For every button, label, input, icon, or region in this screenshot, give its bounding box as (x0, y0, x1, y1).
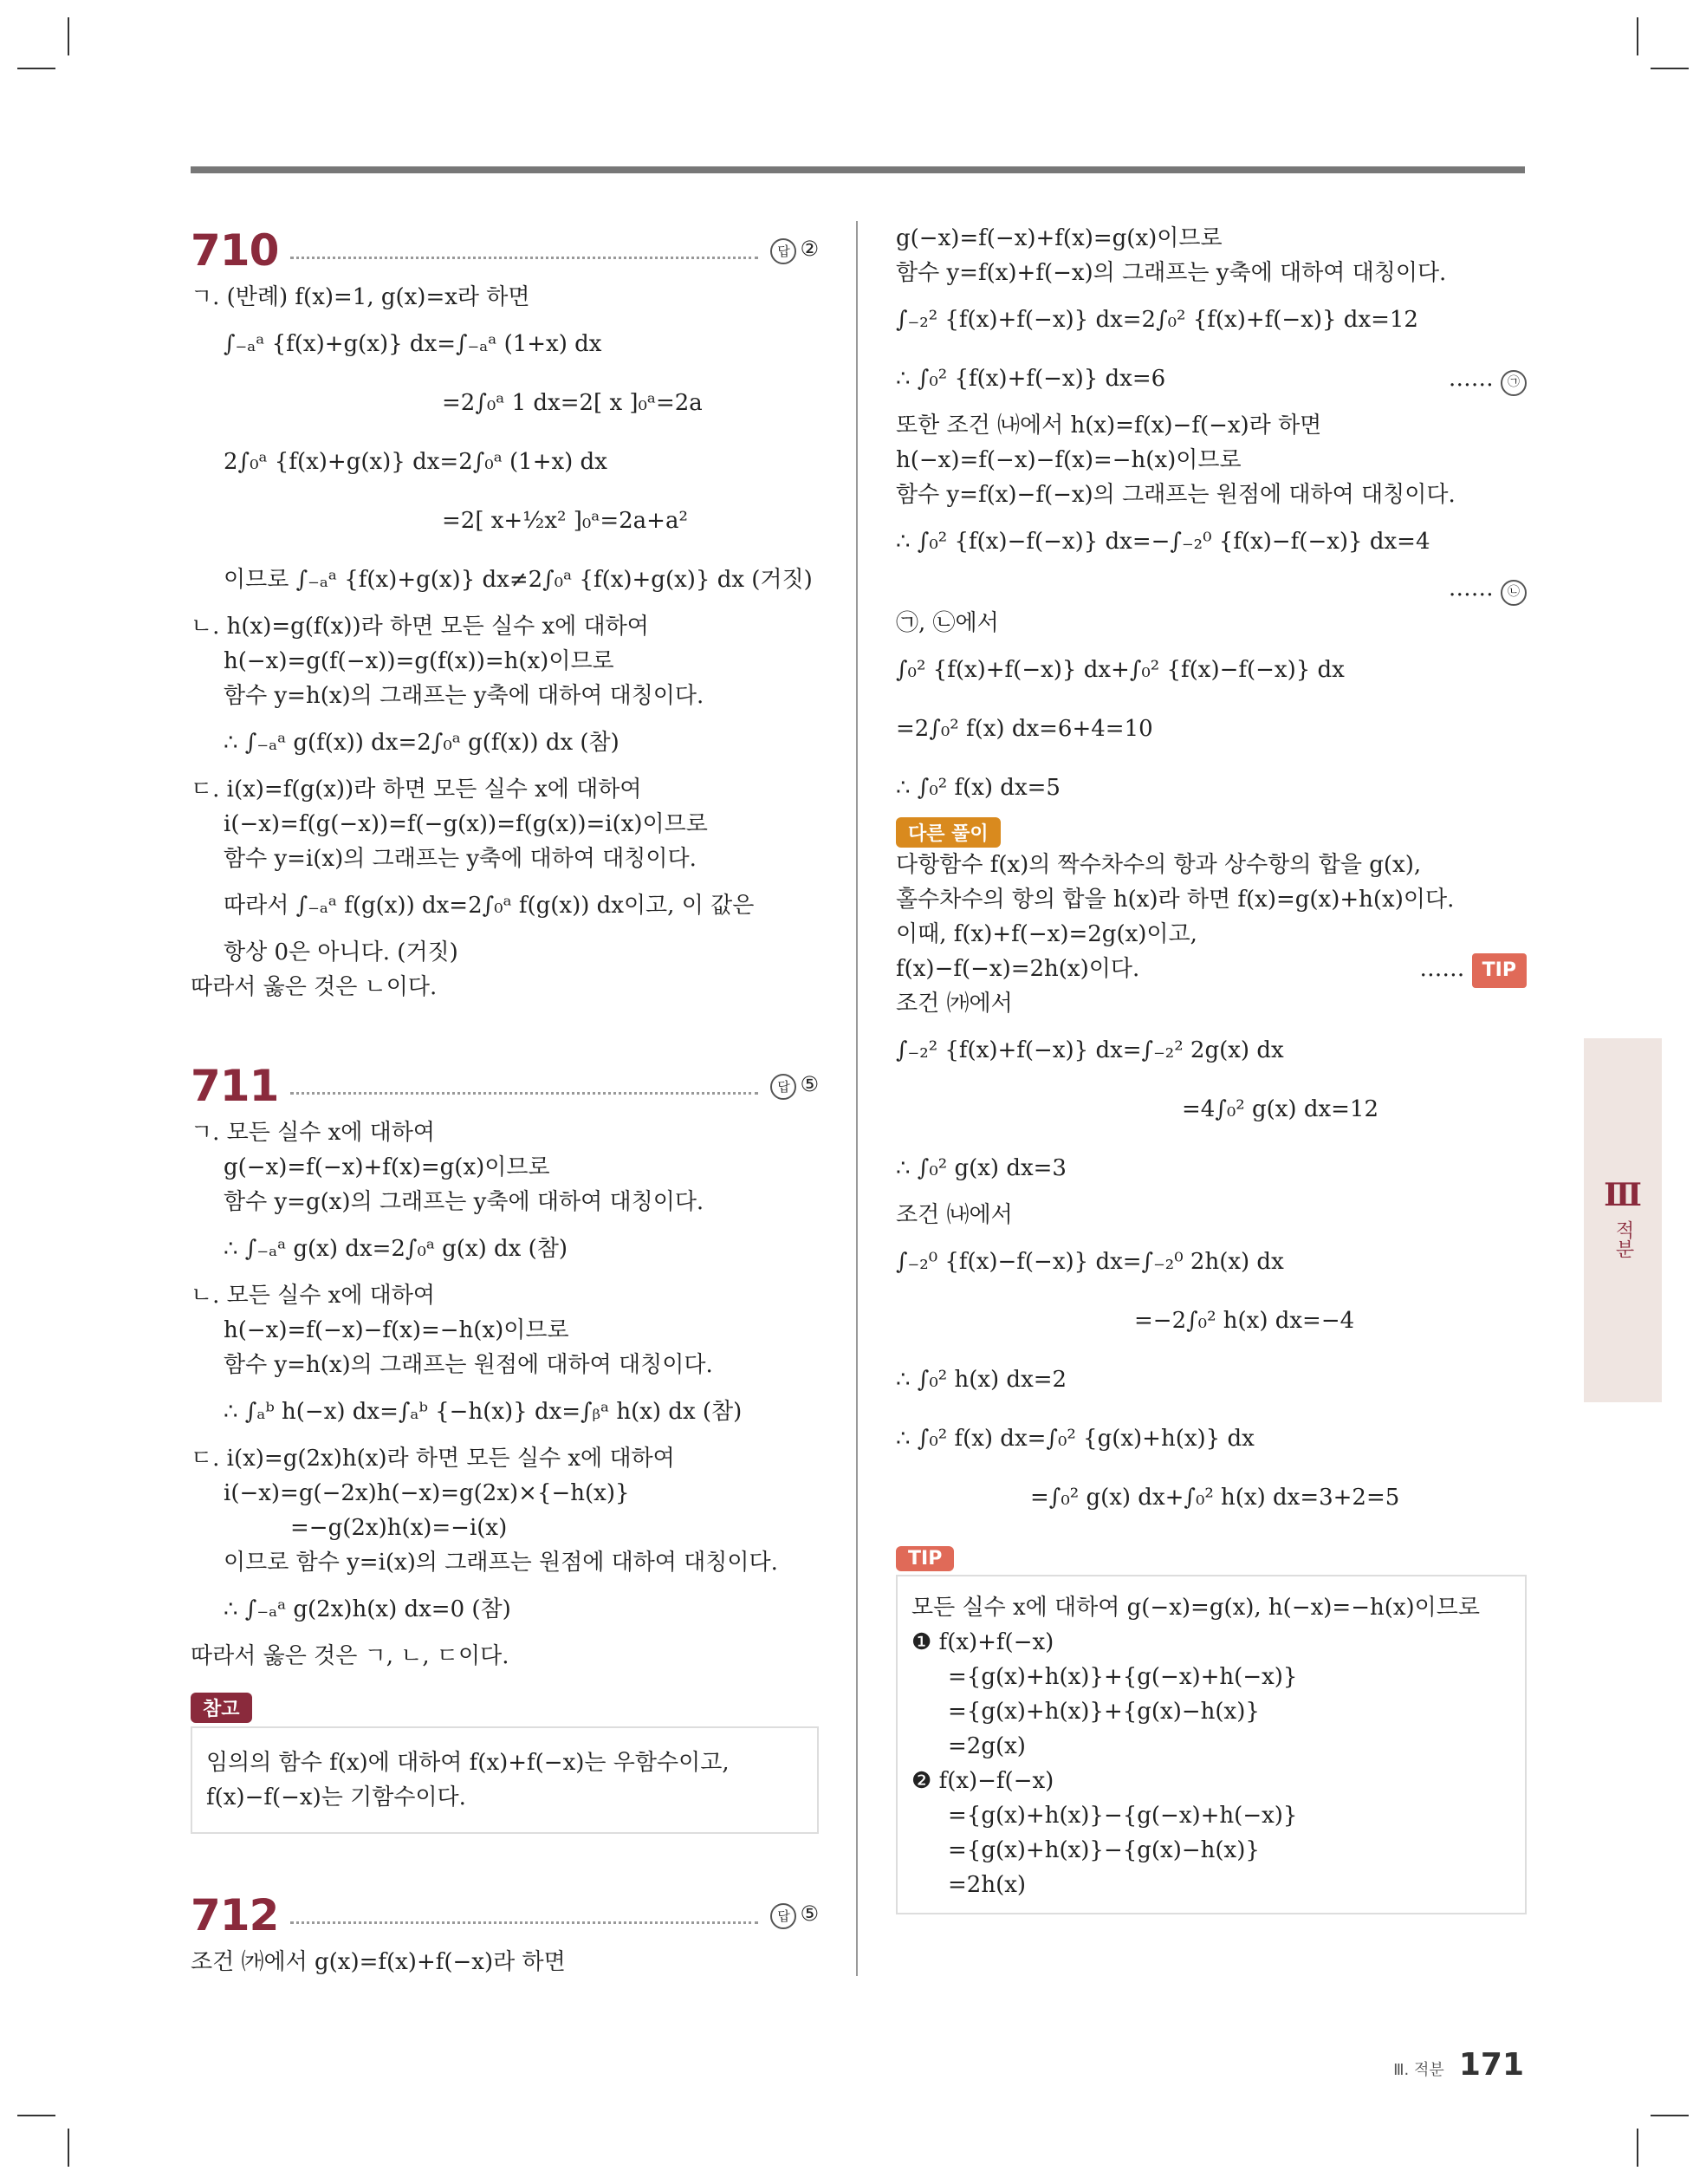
equation-line: ∴ ∫₀² f(x) dx=∫₀² {g(x)+h(x)} dx (896, 1426, 1255, 1452)
answer-icon: 답 (770, 238, 796, 264)
equation-line: ∴ ∫₀² {f(x)−f(−x)} dx=−∫₋₂⁰ {f(x)−f(−x)} dx=4 (896, 529, 1430, 555)
marker-icon: ㉠ (1501, 370, 1527, 396)
footer-chapter: Ⅲ. 적분 (1393, 2061, 1444, 2079)
equation-text: ∴ ∫₀² {f(x)+f(−x)} dx=6 (896, 366, 1166, 392)
solution-line: 함수 y=h(x)의 그래프는 y축에 대하여 대칭이다. (224, 683, 704, 709)
answer-value: ⑤ (800, 1072, 819, 1096)
solution-line: 함수 y=f(x)−f(−x)의 그래프는 원점에 대하여 대칭이다. (896, 482, 1456, 508)
solution-line: 이므로 함수 y=i(x)의 그래프는 원점에 대하여 대칭이다. (224, 1550, 778, 1576)
header-rule (191, 166, 1525, 173)
tip-line: =2g(x) (948, 1733, 1026, 1759)
chapter-side-tab (1584, 1038, 1662, 1402)
solution-line: ㉠, ㉡에서 (896, 610, 999, 636)
alt-text: f(x)−f(−x)=2h(x)이다. (896, 956, 1140, 982)
problem-712-header (191, 1886, 819, 1945)
leader-dots (290, 1092, 758, 1095)
tip-box (896, 1575, 1527, 1914)
answer-icon: 답 (770, 1903, 796, 1929)
equation-line: ∴ ∫₀² f(x) dx=5 (896, 775, 1061, 801)
page-number: 171 (1458, 2047, 1524, 2083)
equation-line: =4∫₀² g(x) dx=12 (1182, 1096, 1379, 1122)
solution-line: 함수 y=f(x)+f(−x)의 그래프는 y축에 대하여 대칭이다. (896, 260, 1447, 286)
alt-line: 홀수차수의 항의 합을 h(x)라 하면 f(x)=g(x)+h(x)이다. (896, 887, 1455, 913)
crop-mark (1637, 2129, 1638, 2167)
equation-line: =−2∫₀² h(x) dx=−4 (1134, 1308, 1355, 1334)
marker-dots: …… (1448, 366, 1494, 392)
solution-line: ㄴ. 모든 실수 x에 대하여 (191, 1283, 436, 1309)
solution-line: h(−x)=g(f(−x))=g(f(x))=h(x)이므로 (224, 648, 614, 674)
crop-mark (68, 17, 69, 55)
conclusion-line: 따라서 옳은 것은 ㄱ, ㄴ, ㄷ이다. (191, 1643, 509, 1669)
alt-line (896, 952, 1527, 986)
solution-line: g(−x)=f(−x)+f(x)=g(x)이므로 (896, 225, 1223, 251)
solution-line: 함수 y=h(x)의 그래프는 원점에 대하여 대칭이다. (224, 1352, 713, 1378)
answer-value: ② (800, 237, 819, 261)
equation-line: 따라서 ∫₋ₐᵃ f(g(x)) dx=2∫₀ᵃ f(g(x)) dx이고, 이 값은 (224, 893, 755, 919)
problem-711-header (191, 1056, 819, 1115)
equation-line: ∴ ∫ₐᵇ h(−x) dx=∫ₐᵇ {−h(x)} dx=∫ᵦᵃ h(x) dx (참) (224, 1399, 743, 1425)
chapter-keyword-text: 적분 (1612, 1220, 1634, 1258)
tip-line: ={g(x)+h(x)}+{g(x)−h(x)} (948, 1699, 1260, 1725)
tip-line: ❷ f(x)−f(−x) (911, 1768, 1054, 1794)
marker-icon: ㉡ (1501, 580, 1527, 606)
alt-line: 이때, f(x)+f(−x)=2g(x)이고, (896, 921, 1197, 947)
tip-line: ❶ f(x)+f(−x) (911, 1629, 1054, 1655)
marker-line (896, 571, 1527, 606)
solution-line: ㄴ. h(x)=g(f(x))라 하면 모든 실수 x에 대하여 (191, 614, 649, 640)
answer-label (770, 1901, 819, 1929)
tip-line: 모든 실수 x에 대하여 g(−x)=g(x), h(−x)=−h(x)이므로 (911, 1595, 1481, 1621)
leader-dots (290, 257, 758, 259)
marker-b (1449, 571, 1527, 606)
tip-block (896, 1546, 1527, 1914)
solution-line: h(−x)=f(−x)−f(x)=−h(x)이므로 (896, 447, 1242, 473)
solution-line: h(−x)=f(−x)−f(x)=−h(x)이므로 (224, 1317, 569, 1343)
equation-line: =∫₀² g(x) dx+∫₀² h(x) dx=3+2=5 (1030, 1485, 1400, 1511)
equation-line: ∫₋₂² {f(x)+f(−x)} dx=2∫₀² {f(x)+f(−x)} dx=12 (896, 307, 1418, 333)
solution-line: 함수 y=i(x)의 그래프는 y축에 대하여 대칭이다. (224, 846, 697, 872)
leader-dots (290, 1921, 758, 1924)
alt-solution-block (896, 817, 1527, 1527)
tip-line: ={g(x)+h(x)}−{g(x)−h(x)} (948, 1837, 1260, 1863)
answer-value: ⑤ (800, 1901, 819, 1926)
crop-mark (17, 2115, 55, 2116)
solution-line: 조건 ㈎에서 g(x)=f(x)+f(−x)라 하면 (191, 1949, 566, 1975)
marker-dots: …… (1448, 575, 1494, 601)
note-line: 임의의 함수 f(x)에 대하여 f(x)+f(−x)는 우함수이고, (206, 1750, 730, 1776)
equation-line: ∴ ∫₀² g(x) dx=3 (896, 1155, 1067, 1181)
solution-line: 함수 y=g(x)의 그래프는 y축에 대하여 대칭이다. (224, 1189, 704, 1215)
alt-solution-label: 다른 풀이 (896, 817, 1001, 848)
solution-line: g(−x)=f(−x)+f(x)=g(x)이므로 (224, 1154, 550, 1180)
answer-icon: 답 (770, 1074, 796, 1100)
alt-line: 조건 ㈎에서 (896, 991, 1013, 1017)
equation-line: ∫₀² {f(x)+f(−x)} dx+∫₀² {f(x)−f(−x)} dx (896, 657, 1345, 683)
equation-line: ∴ ∫₋ₐᵃ g(f(x)) dx=2∫₀ᵃ g(f(x)) dx (참) (224, 730, 619, 756)
equation-line: =2∫₀ᵃ 1 dx=2[ x ]₀ᵃ=2a (442, 390, 703, 416)
equation-line: ∴ ∫₀² h(x) dx=2 (896, 1367, 1067, 1393)
crop-mark (17, 68, 55, 69)
equation-line: 2∫₀ᵃ {f(x)+g(x)} dx=2∫₀ᵃ (1+x) dx (224, 449, 607, 475)
tip-line: ={g(x)+h(x)}+{g(−x)+h(−x)} (948, 1664, 1298, 1690)
tip-reference (1419, 952, 1527, 988)
page-footer (1393, 2047, 1524, 2083)
conclusion-line: 따라서 옳은 것은 ㄴ이다. (191, 974, 438, 1000)
alt-line: 다항함수 f(x)의 짝수차수의 항과 상수항의 합을 g(x), (896, 852, 1422, 878)
answer-label (770, 1072, 819, 1100)
solution-line: ㄷ. i(x)=g(2x)h(x)라 하면 모든 실수 x에 대하여 (191, 1446, 675, 1472)
solution-line: i(−x)=f(g(−x))=f(−g(x))=f(g(x))=i(x)이므로 (224, 811, 708, 837)
equation-line: =2∫₀² f(x) dx=6+4=10 (896, 716, 1153, 742)
column-divider (856, 221, 858, 1976)
equation-line: ∫₋₂⁰ {f(x)−f(−x)} dx=∫₋₂⁰ 2h(x) dx (896, 1249, 1284, 1275)
chapter-numeral: Ⅲ (1604, 1177, 1642, 1213)
equation-line: ∫₋ₐᵃ {f(x)+g(x)} dx=∫₋ₐᵃ (1+x) dx (224, 331, 602, 357)
solution-line: ㄱ. (반례) f(x)=1, g(x)=x라 하면 (191, 284, 530, 310)
note-box (191, 1726, 819, 1834)
equation-line: ∫₋₂² {f(x)+f(−x)} dx=∫₋₂² 2g(x) dx (896, 1037, 1284, 1063)
problem-number: 710 (191, 225, 279, 276)
right-column (896, 221, 1527, 1914)
alt-line: 조건 ㈏에서 (896, 1202, 1013, 1228)
crop-mark (1651, 2115, 1689, 2116)
solution-line: i(−x)=g(−2x)h(−x)=g(2x)×{−h(x)} (224, 1480, 630, 1506)
problem-number: 711 (191, 1061, 279, 1111)
equation-line: ∴ ∫₋ₐᵃ g(x) dx=2∫₀ᵃ g(x) dx (참) (224, 1236, 568, 1262)
chapter-keyword (1584, 1220, 1662, 1264)
marker-dots: …… (1419, 956, 1465, 982)
equation-line: =2[ x+½x² ]₀ᵃ=2a+a² (442, 508, 688, 534)
solution-line: ㄷ. i(x)=f(g(x))라 하면 모든 실수 x에 대하여 (191, 777, 642, 803)
marker-a (1449, 349, 1527, 408)
problem-number: 712 (191, 1890, 279, 1940)
solution-line: 또한 조건 ㈏에서 h(x)=f(x)−f(−x)라 하면 (896, 413, 1322, 439)
tip-label: TIP (896, 1546, 954, 1571)
problem-710-header (191, 221, 819, 280)
equation-line (896, 349, 1527, 408)
solution-line: 항상 0은 아니다. (거짓) (224, 939, 458, 965)
equation-line: 이므로 ∫₋ₐᵃ {f(x)+g(x)} dx≠2∫₀ᵃ {f(x)+g(x)} dx (거짓) (224, 567, 813, 593)
solution-line: ㄱ. 모든 실수 x에 대하여 (191, 1120, 436, 1146)
tip-line: =2h(x) (948, 1872, 1027, 1898)
note-label: 참고 (191, 1693, 252, 1723)
tip-badge: TIP (1472, 953, 1527, 988)
note-line: f(x)−f(−x)는 기함수이다. (206, 1784, 466, 1810)
tip-line: ={g(x)+h(x)}−{g(−x)+h(−x)} (948, 1803, 1298, 1829)
crop-mark (68, 2129, 69, 2167)
left-column (191, 221, 819, 1979)
equation-line: ∴ ∫₋ₐᵃ g(2x)h(x) dx=0 (참) (224, 1596, 511, 1622)
note-block (191, 1693, 819, 1834)
answer-label (770, 237, 819, 264)
crop-mark (1651, 68, 1689, 69)
solution-line: =−g(2x)h(x)=−i(x) (290, 1515, 508, 1541)
crop-mark (1637, 17, 1638, 55)
